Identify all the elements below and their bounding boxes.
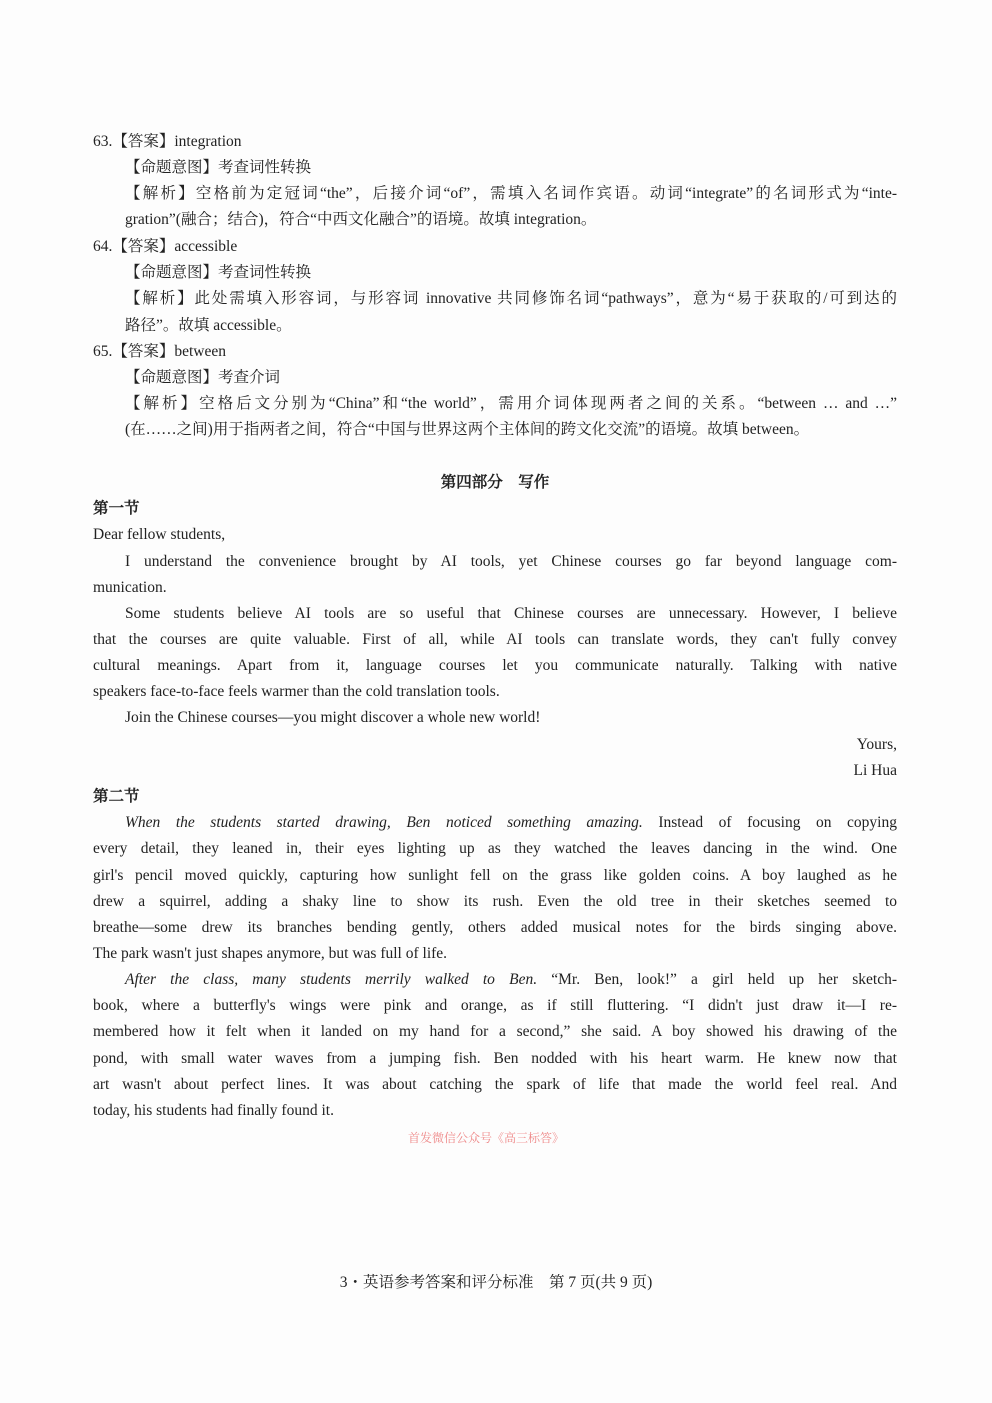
answer-text: 【答案】integration (112, 133, 242, 150)
intent-65: 【命题意图】考查介词 (125, 369, 281, 386)
story-line: today, his students had finally found it. (93, 1102, 334, 1119)
letter-line: I understand the convenience brought by AI tools, yet Chinese courses go far beyond language com- (125, 553, 897, 570)
answer-number: 64. (93, 238, 113, 255)
letter-line: Some students believe AI tools are so useful that Chinese courses are unnecessary. However, I believe (125, 605, 897, 622)
analysis-65-line2: (在……之间)用于指两者之间，符合“中国与世界这两个主体间的跨文化交流”的语境。故填 between。 (125, 421, 810, 438)
page-footer: 3・英语参考答案和评分标准 第 7 页(共 9 页) (339, 1274, 653, 1291)
answer-text: 【答案】accessible (112, 238, 238, 255)
story-line: girl's pencil moved quickly, capturing how sunlight fell on the grass like golden coins. A boy laughed as he (93, 867, 897, 884)
intent-63: 【命题意图】考查词性转换 (125, 159, 312, 176)
story-line: pond, with small water waves from a jumping fish. Ben nodded with his heart warm. He knew now that (93, 1050, 897, 1067)
answer-text: 【答案】between (112, 343, 227, 360)
closing: Yours, (856, 736, 897, 753)
letter-line: munication. (93, 579, 167, 596)
story-lead: After the class, many students merrily walked to Ben. (125, 971, 538, 988)
signature: Li Hua (853, 762, 897, 779)
part-heading: 第四部分 写作 (440, 474, 550, 491)
watermark: 首发微信公众号《高三标答》 (408, 1131, 565, 1145)
analysis-63-line1: 【解析】空格前为定冠词“the”，后接介词“of”，需填入名词作宾语。动词“integrate”的名词形式为“inte- (125, 185, 897, 202)
story-line: drew a squirrel, adding a shaky line to show its rush. Even the old tree in their sketches seemed to (93, 893, 897, 910)
section1-heading: 第一节 (93, 500, 140, 517)
story-line (125, 967, 897, 993)
answer-number: 65. (93, 343, 113, 360)
story-line: book, where a butterfly's wings were pink and orange, as if still fluttering. “I didn't just draw it—I re- (93, 997, 897, 1014)
answer-64 (93, 234, 897, 260)
letter-line: Join the Chinese courses—you might discover a whole new world! (125, 709, 541, 726)
letter-line: speakers face-to-face feels warmer than the cold translation tools. (93, 683, 500, 700)
analysis-65-line1: 【解析】空格后文分别为“China”和“the world”，需用介词体现两者之间的关系。“between … and …” (125, 395, 897, 412)
analysis-64-line2: 路径”。故填 accessible。 (125, 317, 292, 334)
story-line: The park wasn't just shapes anymore, but was full of life. (93, 945, 448, 962)
letter-line: that the courses are quite valuable. First of all, while AI tools can translate words, they can't fully convey (93, 631, 897, 648)
answer-number: 63. (93, 133, 113, 150)
intent-64: 【命题意图】考查词性转换 (125, 264, 312, 281)
answer-63 (93, 129, 897, 155)
story-line (125, 810, 897, 836)
letter-line: cultural meanings. Apart from it, language courses let you communicate naturally. Talking with native (93, 657, 897, 674)
story-line: art wasn't about perfect lines. It was about catching the spark of life that made the world feel real. And (93, 1076, 897, 1093)
analysis-63-line2: gration”(融合；结合)，符合“中西文化融合”的语境。故填 integration。 (125, 211, 597, 228)
story-text: “Mr. Ben, look!” a girl held up her sketch- (537, 971, 897, 988)
story-line: breathe—some drew its branches bending gently, others added musical notes for the birds singing above. (93, 919, 897, 936)
section2-heading: 第二节 (93, 788, 140, 805)
story-line: every detail, they leaned in, their eyes lighting up as they watched the leaves dancing in the wind. One (93, 840, 897, 857)
analysis-64-line1: 【解析】此处需填入形容词，与形容词 innovative 共同修饰名词“pathways”，意为“易于获取的/可到达的 (125, 290, 897, 307)
story-text: Instead of focusing on copying (642, 814, 897, 831)
story-line: membered how it felt when it landed on my hand for a second,” she said. A boy showed his drawing of the (93, 1023, 897, 1040)
story-lead: When the students started drawing, Ben noticed something amazing. (125, 814, 643, 831)
salutation: Dear fellow students, (93, 526, 226, 543)
answer-65 (93, 339, 897, 365)
